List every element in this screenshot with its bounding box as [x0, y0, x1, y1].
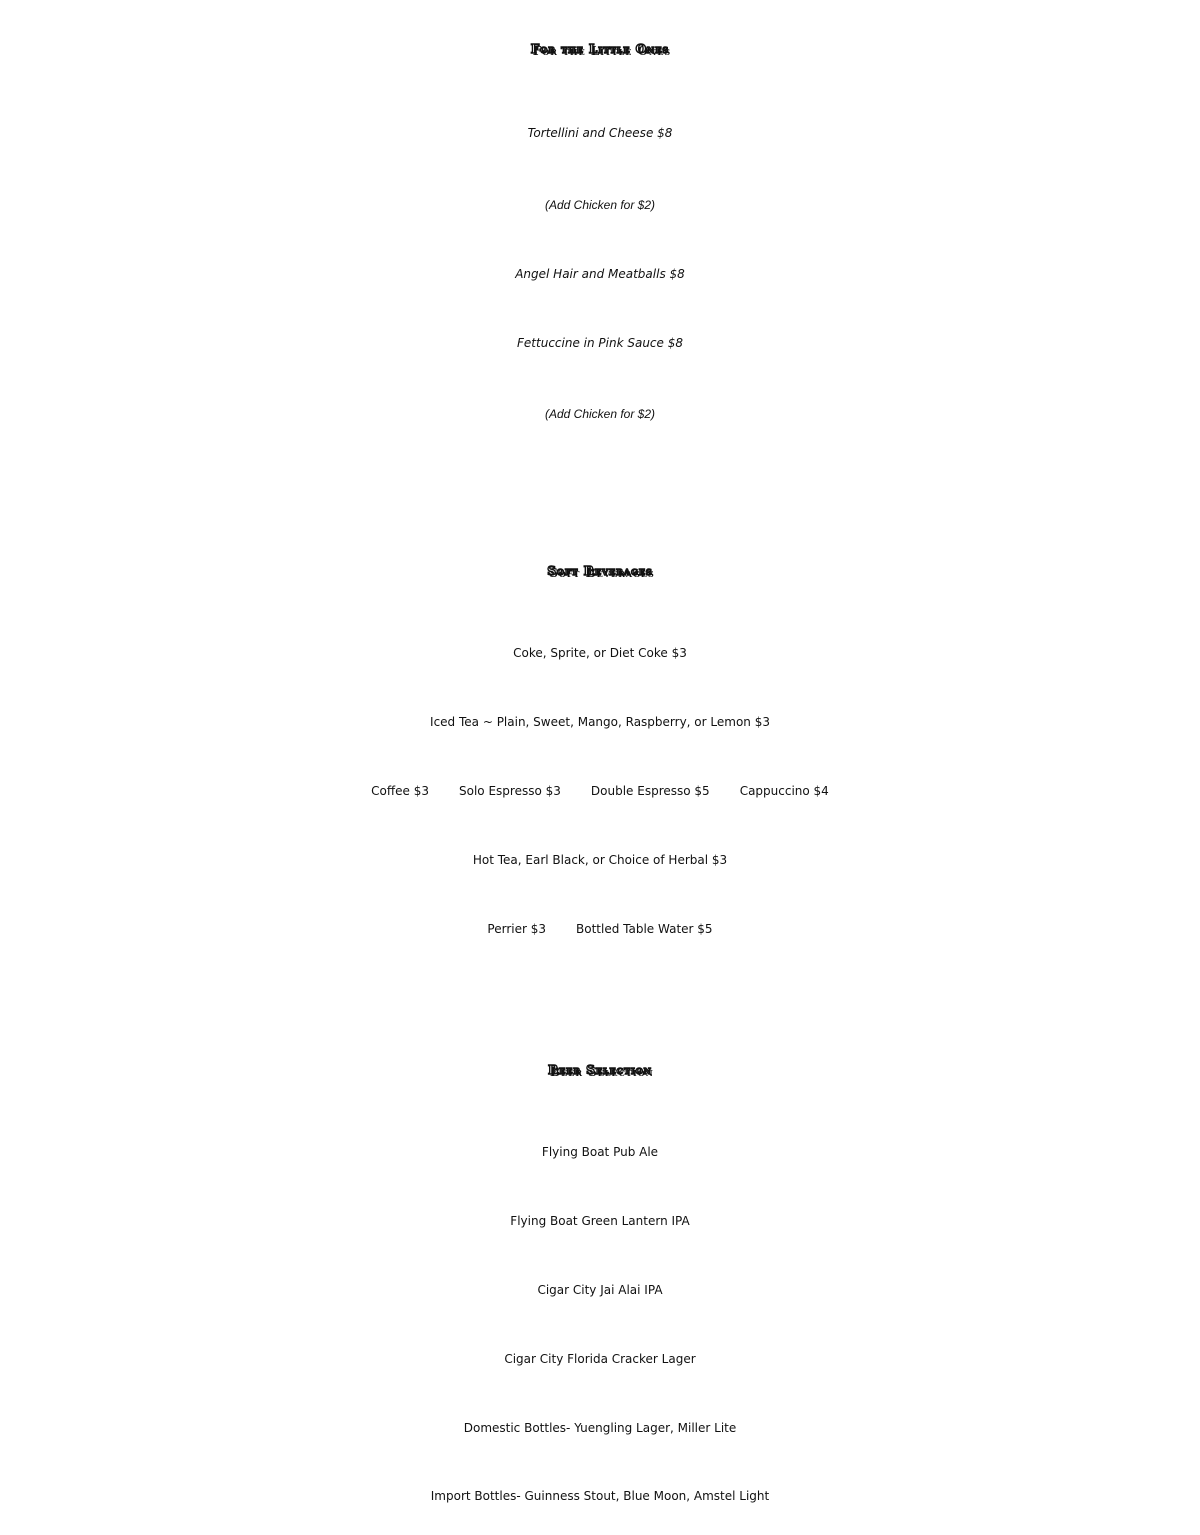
coffee-item: Coffee $3 — [371, 784, 430, 798]
beer-item: Import Bottles- Guinness Stout, Blue Moon, Amstel Light — [430, 1489, 770, 1503]
soft-beverage-line: Hot Tea, Earl Black, or Choice of Herbal $3 — [472, 853, 728, 867]
kids-item: Tortellini and Cheese $8 — [527, 126, 673, 140]
coffee-row — [0, 784, 1200, 798]
water-item: Perrier $3 — [487, 922, 547, 936]
kids-note: (Add Chicken for $2) — [544, 407, 656, 421]
kids-note: (Add Chicken for $2) — [544, 198, 656, 212]
beer-item: Domestic Bottles- Yuengling Lager, Miller Lite — [463, 1421, 737, 1435]
kids-item: Fettuccine in Pink Sauce $8 — [517, 336, 683, 350]
beer-heading: Beer Selection — [548, 1063, 652, 1077]
coffee-item: Double Espresso $5 — [590, 784, 710, 798]
beer-item: Cigar City Jai Alai IPA — [537, 1283, 663, 1297]
water-item: Bottled Table Water $5 — [576, 922, 713, 936]
kids-heading: For the Little Ones — [530, 42, 670, 56]
beer-item: Cigar City Florida Cracker Lager — [504, 1352, 696, 1366]
kids-item: Angel Hair and Meatballs $8 — [515, 267, 685, 281]
coffee-item: Cappuccino $4 — [739, 784, 829, 798]
beer-item: Flying Boat Green Lantern IPA — [510, 1214, 690, 1228]
soft-beverages-heading: Soft Beverages — [547, 564, 653, 578]
coffee-item: Solo Espresso $3 — [459, 784, 561, 798]
soft-beverage-line: Coke, Sprite, or Diet Coke $3 — [513, 646, 687, 660]
water-row — [0, 922, 1200, 936]
soft-beverage-line: Iced Tea ~ Plain, Sweet, Mango, Raspberry, or Lemon $3 — [430, 715, 770, 729]
beer-item: Flying Boat Pub Ale — [541, 1145, 659, 1159]
